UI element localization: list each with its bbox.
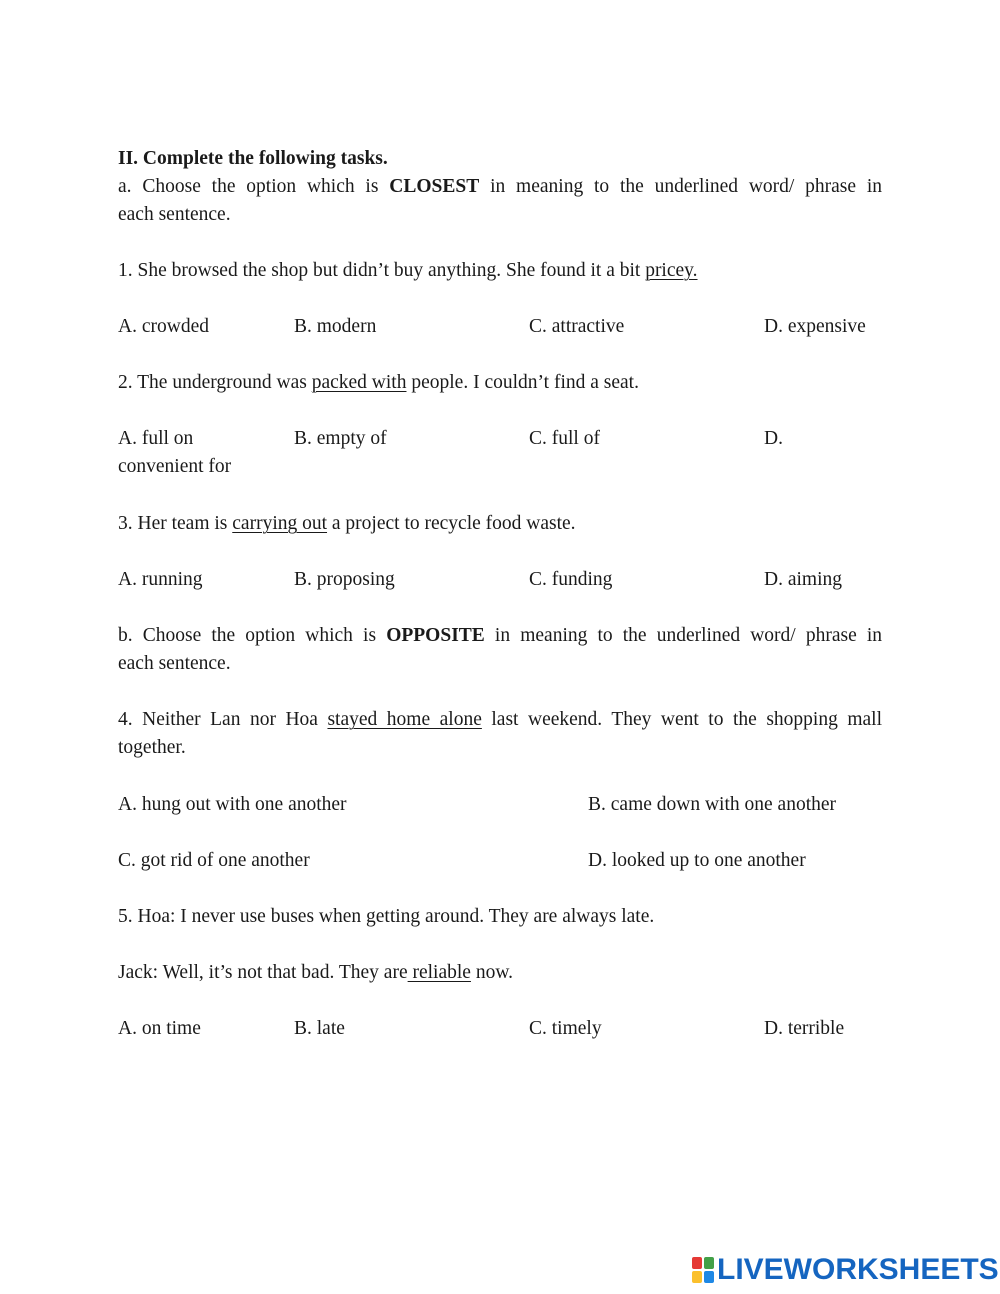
liveworksheets-logo [692, 1252, 999, 1288]
liveworksheets-logo-icon [692, 1257, 714, 1283]
q5-option-b[interactable]: B. late [294, 1018, 345, 1039]
question-5-hoa: 5. Hoa: I never use buses when getting around. They are always late. [118, 906, 655, 927]
q3-option-b[interactable]: B. proposing [294, 569, 395, 590]
q5-option-c[interactable]: C. timely [529, 1018, 602, 1039]
question-4: 4. Neither Lan nor Hoa stayed home alone last weekend. They went to the shopping mall [118, 709, 883, 730]
part-b-instruction-line2: each sentence. [118, 653, 231, 674]
q4-option-d[interactable]: D. looked up to one another [588, 850, 806, 871]
q1-option-b[interactable]: B. modern [294, 316, 377, 337]
q4-option-a[interactable]: A. hung out with one another [118, 794, 347, 815]
q3-option-d[interactable]: D. aiming [764, 569, 842, 590]
logo-text: LIVEWORKSHEETS [717, 1253, 999, 1286]
part-a-instruction-line2: each sentence. [118, 204, 231, 225]
q2-option-d[interactable]: D. [764, 428, 783, 449]
q3-option-c[interactable]: C. funding [529, 569, 613, 590]
q3-option-a[interactable]: A. running [118, 569, 203, 590]
q1-option-c[interactable]: C. attractive [529, 316, 625, 337]
q2-option-d-wrap[interactable]: convenient for [118, 456, 232, 477]
section-heading: II. Complete the following tasks. [118, 148, 388, 169]
question-4-line2: together. [118, 737, 186, 758]
q2-option-a[interactable]: A. full on [118, 428, 194, 449]
q5-option-a[interactable]: A. on time [118, 1018, 201, 1039]
q4-option-c[interactable]: C. got rid of one another [118, 850, 310, 871]
question-5-jack: Jack: Well, it’s not that bad. They are reliable now. [118, 962, 514, 983]
q2-option-c[interactable]: C. full of [529, 428, 600, 449]
q1-option-d[interactable]: D. expensive [764, 316, 866, 337]
q1-option-a[interactable]: A. crowded [118, 316, 209, 337]
q5-option-d[interactable]: D. terrible [764, 1018, 845, 1039]
q4-option-b[interactable]: B. came down with one another [588, 794, 837, 815]
part-b-instruction: b. Choose the option which is OPPOSITE in meaning to the underlined word/ phrase in [118, 625, 883, 646]
part-a-instruction: a. Choose the option which is CLOSEST in meaning to the underlined word/ phrase in [118, 176, 883, 197]
question-2: 2. The underground was packed with people. I couldn’t find a seat. [118, 372, 639, 393]
question-3: 3. Her team is carrying out a project to recycle food waste. [118, 513, 576, 534]
q2-option-b[interactable]: B. empty of [294, 428, 387, 449]
question-1: 1. She browsed the shop but didn’t buy anything. She found it a bit pricey. [118, 260, 698, 281]
